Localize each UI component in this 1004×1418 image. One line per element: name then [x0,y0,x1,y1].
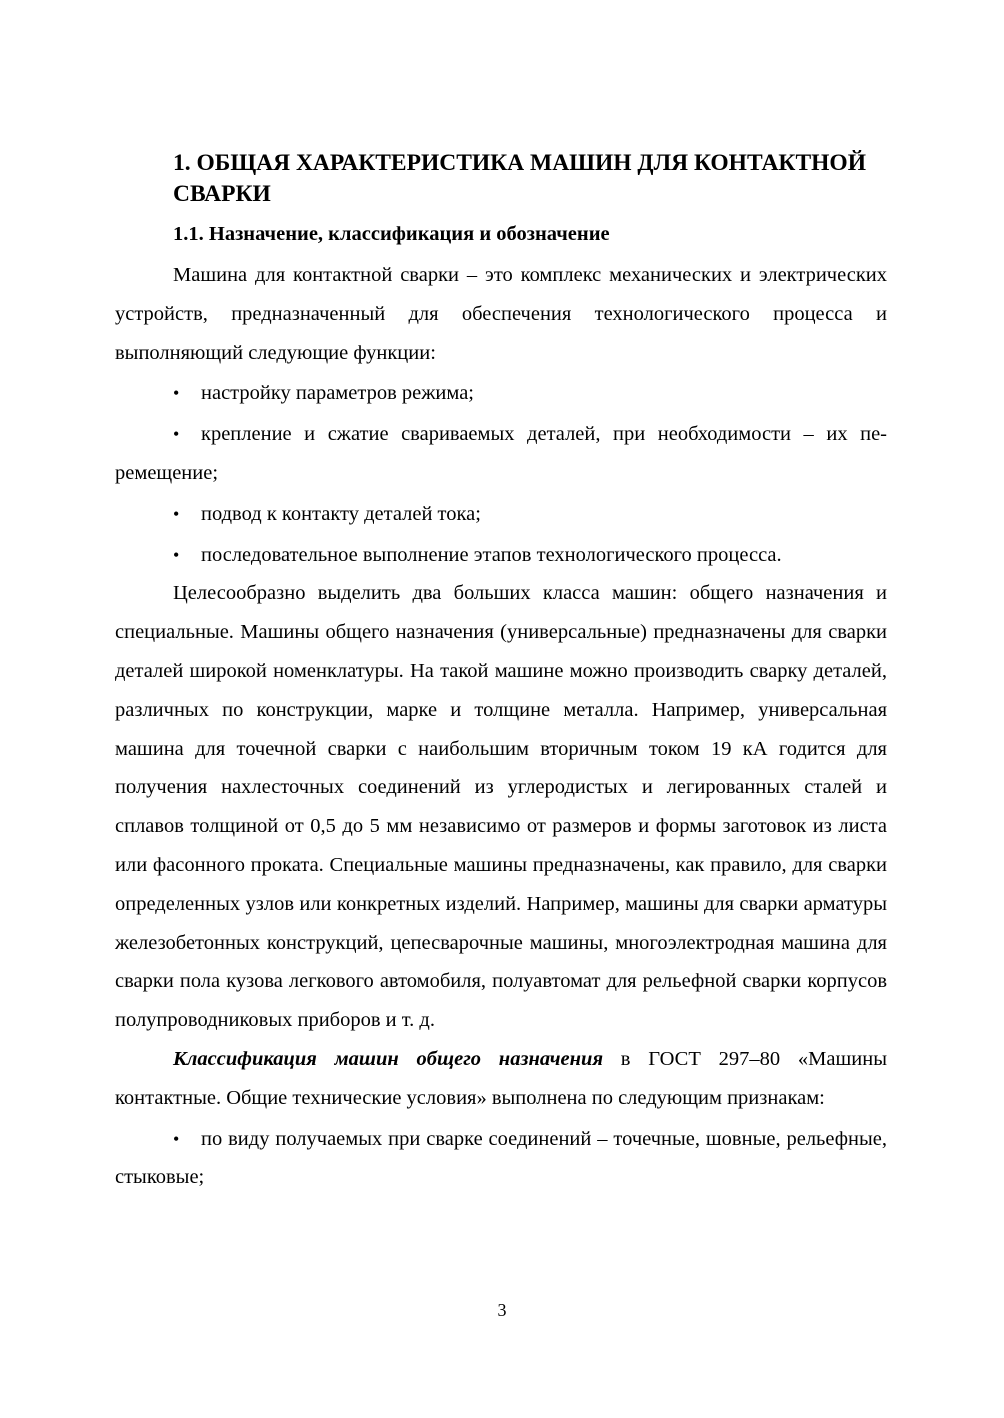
list-item: • подвод к контакту деталей тока; [115,495,887,534]
classification-emphasis: Классификация машин общего назначения [173,1047,604,1070]
document-page [115,148,887,1197]
bullet-icon: • [173,1128,180,1149]
section-heading: 1.1. Назначение, классификация и обозначение [173,223,610,245]
bullet-icon: • [173,544,180,565]
bullet-icon: • [173,503,180,524]
machine-classes-paragraph: Целесообразно выделить два больших класса машин: общего назначения и специальные. Машины общего назначения (универсальные) предназначены для сварки деталей широкой номенклатуры. На такой машине можно производить сварку деталей, различных по конструкции, марке и толщине металла. Например, универсальная машина для точечной сварки с наибольшим вторичным током 19 кА годится для получения нахлесточных соединений из углеродистых и легированных сталей и сплавов толщиной от 0,5 до 5 мм независимо от размеров и формы заготовок из листа или фасонного проката. Специальные машины предназначены, как правило, для сварки определенных узлов или конкретных изделий. Например, машины для сварки арматуры железобетонных конструкций, цепесварочные машины, многоэлектродная машина для сварки пола кузова легкового автомобиля, полуавтомат для рельефной сварки корпусов полупроводниковых приборов и т. д. [115,582,887,1032]
classification-paragraph [115,1040,887,1118]
bullet-icon: • [173,424,180,445]
list-item: • по виду получаемых при сварке соединений – точечные, шовные, рельефные, стыковые; [115,1120,887,1198]
intro-paragraph: Машина для контактной сварки – это комплекс механических и электрических устройств, предназначенный для обеспечения технологического процесса и выполняющий следующие функции: [115,264,887,364]
classification-text: в ГОСТ 297–80 «Машины контактные. Общие технические условия» выполнена по следующим признакам: [115,1047,887,1109]
bullet-icon: • [173,383,180,404]
list-item: • последовательное выполнение этапов технологического процесса. [115,536,887,575]
page-number: 3 [497,1300,507,1320]
functions-list [115,374,887,574]
list-item: • крепление и сжатие свариваемых деталей, при необходимости – их перемещение; [115,415,887,493]
chapter-heading: 1. ОБЩАЯ ХАРАКТЕРИСТИКА МАШИН ДЛЯ КОНТАКТНОЙ СВАРКИ [173,150,866,207]
list-item: • настройку параметров режима; [115,374,887,413]
criteria-list [115,1120,887,1198]
